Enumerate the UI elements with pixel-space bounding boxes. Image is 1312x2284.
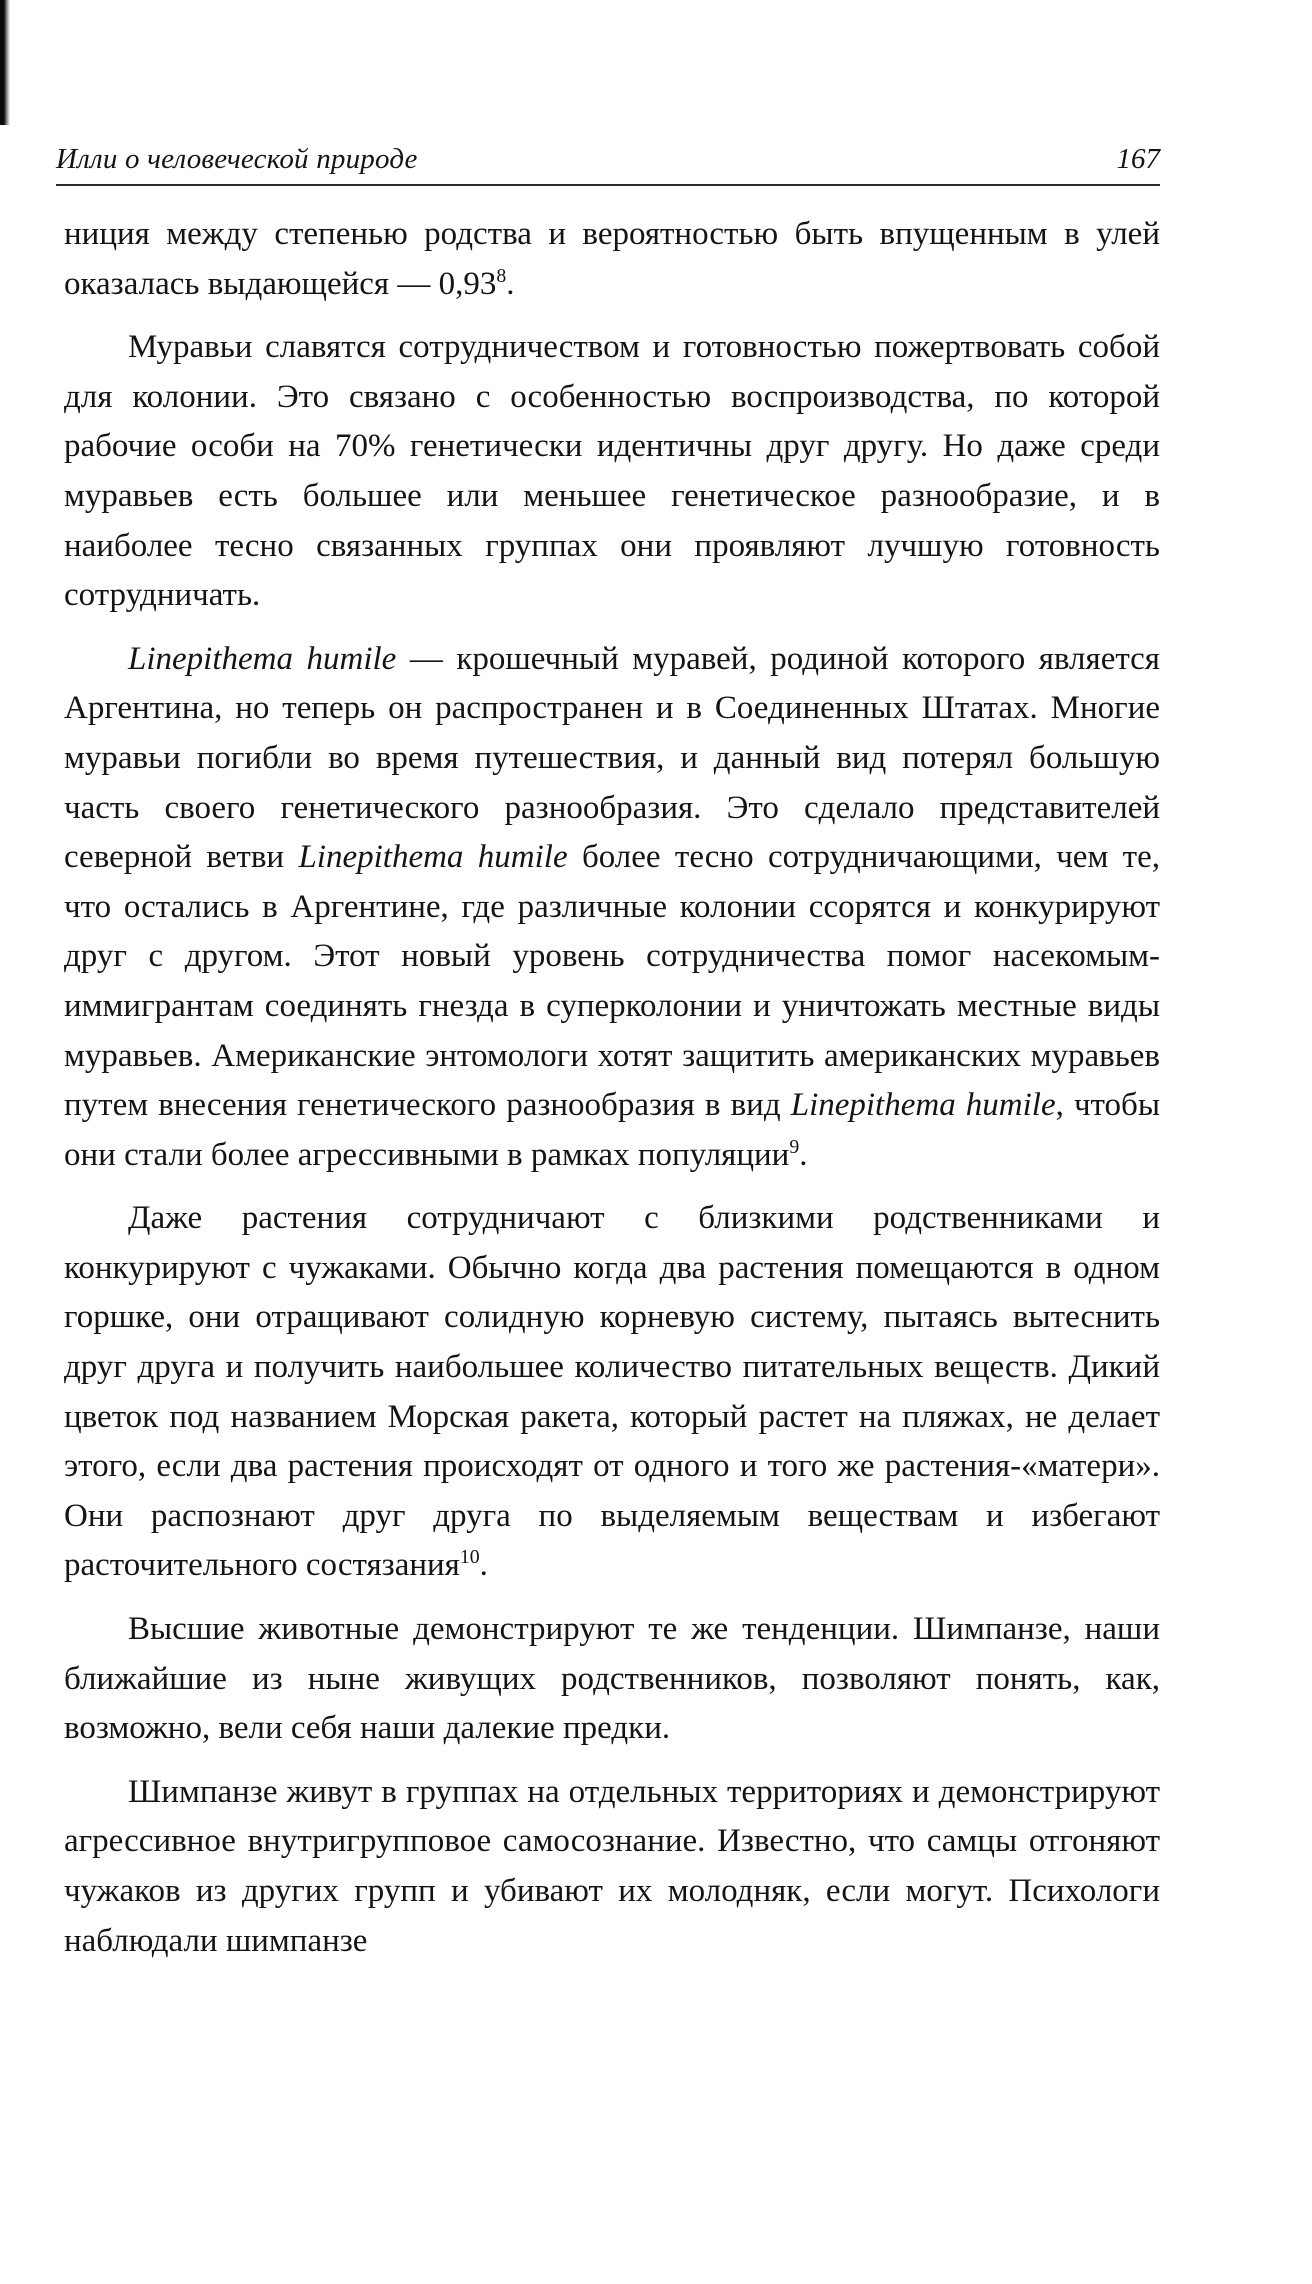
paragraph-6 xyxy=(64,1768,1160,1966)
paragraph-3 xyxy=(64,635,1160,1181)
species-name: Linepithema humile xyxy=(298,839,568,876)
text-run: — крошечный муравей, родиной которого является Аргентина, но теперь он распространен и в Соединенных Штатах. Многие муравьи погибли во время путешествия, и данный вид потерял большую часть своего генетического разнообразия. Это сделало представителей северной ветви xyxy=(64,640,1160,876)
footnote-ref: 10 xyxy=(459,1546,480,1569)
running-header xyxy=(56,128,1160,186)
text-run: Высшие животные демонстрируют те же тенденции. Шимпанзе, наши ближайшие из ныне живущих родственников, позволяют понять, как, возможно, вели себя наши далекие предки. xyxy=(64,1611,1160,1747)
page-binding-edge xyxy=(0,0,10,125)
text-run: . xyxy=(506,265,515,302)
paragraph-4 xyxy=(64,1194,1160,1591)
text-run: ниция между степенью родства и вероятностью быть впущенным в улей оказалась выдающейся — 0,93 xyxy=(64,216,1160,302)
text-run: . xyxy=(479,1547,488,1584)
running-title: Илли о человеческой природе xyxy=(56,143,418,175)
paragraph-2 xyxy=(64,323,1160,621)
footnote-ref: 9 xyxy=(789,1135,800,1158)
paragraph-5 xyxy=(64,1605,1160,1754)
body-text xyxy=(64,210,1160,1980)
footnote-ref: 8 xyxy=(496,264,507,287)
text-run: Шимпанзе живут в группах на отдельных территориях и демонстрируют агрессивное внутригрупповое самосознание. Известно, что самцы отгоняют чужаков из других групп и убивают их молодняк, если могут. Психологи наблюдали шимпанзе xyxy=(64,1773,1160,1959)
text-run: . xyxy=(799,1136,808,1173)
text-run: Даже растения сотрудничают с близкими родственниками и конкурируют с чужаками. Обычно когда два растения помещаются в одном горшке, они отращивают солидную корневую систему, пытаясь вытеснить друг друга и получить наибольшее количество питательных веществ. Дикий цветок под названием Морская ракета, который растет на пляжах, не делает этого, если два растения происходят от одного и того же растения-«матери». Они распознают друг друга по выделяемым веществам и избегают расточительного состязания xyxy=(64,1200,1160,1584)
paragraph-1 xyxy=(64,210,1160,309)
species-name: Linepithema humile xyxy=(790,1087,1056,1124)
text-run: Муравьи славятся сотрудничеством и готовностью пожертвовать собой для колонии. Это связано с особенностью воспроизводства, по которой рабочие особи на 70% генетически идентичны друг другу. Но даже среди муравьев есть большее или меньшее генетическое разнообразие, и в наиболее тесно связанных группах они проявляют лучшую готовность сотрудничать. xyxy=(64,329,1160,614)
text-run: , чтобы они стали более агрессивными в рамках популяции xyxy=(64,1087,1160,1173)
page-number: 167 xyxy=(1116,143,1160,175)
text-run: более тесно сотрудничающими, чем те, что остались в Аргентине, где различные колонии ссорятся и конкурируют друг с другом. Этот новый уровень сотрудничества помог насекомым-иммигрантам соединять гнезда в суперколонии и уничтожать местные виды муравьев. Американские энтомологи хотят защитить американских муравьев путем внесения генетического разнообразия в вид xyxy=(64,839,1160,1124)
species-name: Linepithema humile xyxy=(128,640,397,677)
